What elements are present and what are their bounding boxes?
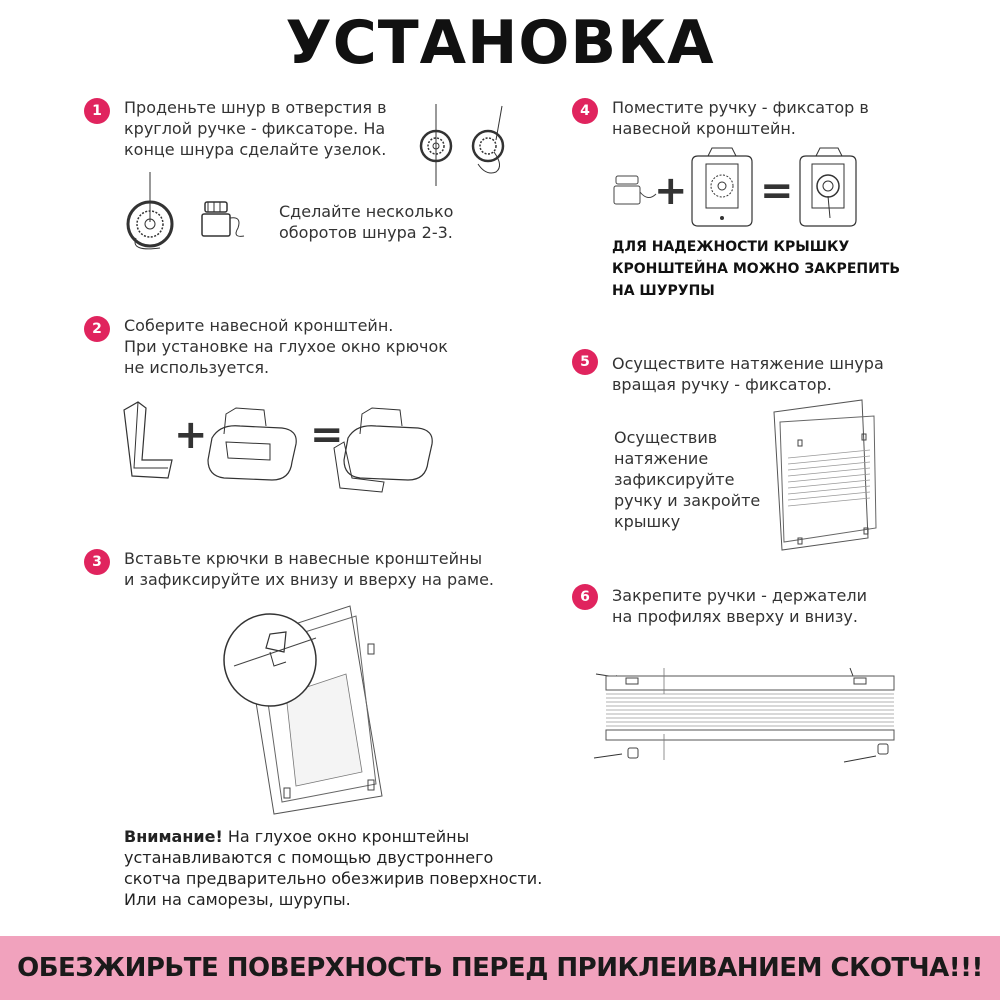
footer-banner bbox=[0, 936, 1000, 1000]
equals-sign: = bbox=[310, 412, 344, 458]
plus-sign: + bbox=[654, 168, 688, 214]
step-4-number: 4 bbox=[572, 98, 598, 124]
step-4-warning: ДЛЯ НАДЕЖНОСТИ КРЫШКУ КРОНШТЕЙНА МОЖНО ЗАКРЕПИТЬ НА ШУРУПЫ bbox=[612, 239, 901, 299]
bracket-with-lock-icon bbox=[612, 146, 862, 238]
pulley-wheel-icon bbox=[412, 104, 522, 188]
step-5-text: Осуществите натяжение шнура вращая ручку - фиксатор. bbox=[612, 354, 884, 394]
warning-note-title: Внимание! bbox=[124, 827, 223, 846]
bracket-icon bbox=[120, 398, 440, 498]
footer-text: ОБЕЗЖИРЬТЕ ПОВЕРХНОСТЬ ПЕРЕД ПРИКЛЕИВАНИЕМ СКОТЧА!!! bbox=[17, 953, 983, 983]
step-1-number: 1 bbox=[84, 98, 110, 124]
step-6-text: Закрепите ручки - держатели на профилях вверху и внизу. bbox=[612, 586, 867, 626]
step-2-number: 2 bbox=[84, 316, 110, 342]
pleated-blind-icon bbox=[768, 398, 888, 556]
step-1-text: Проденьте шнур в отверстия в круглой ручке - фиксаторе. На конце шнура сделайте узелок. bbox=[124, 98, 387, 159]
cord-lock-icon bbox=[120, 172, 250, 258]
equals-sign: = bbox=[760, 168, 794, 214]
plus-sign: + bbox=[174, 412, 208, 458]
step-1-caption: Сделайте несколько оборотов шнура 2-3. bbox=[279, 202, 454, 242]
step-2-text: Соберите навесной кронштейн. При установке на глухое окно крючок не используется. bbox=[124, 316, 448, 377]
window-frame-icon bbox=[226, 604, 394, 816]
warning-note-text: На глухое окно кронштейны устанавливаются с помощью двустроннего скотча предварительно обезжирив поверхности. Или на саморезы, шурупы. bbox=[124, 827, 543, 909]
step-5-caption: Осуществив натяжение зафиксируйте ручку и закройте крышку bbox=[614, 428, 761, 531]
step-3-number: 3 bbox=[84, 549, 110, 575]
page-title: УСТАНОВКА bbox=[285, 8, 715, 78]
step-6-number: 6 bbox=[572, 584, 598, 610]
step-3-text: Вставьте крючки в навесные кронштейны и зафиксируйте их внизу и вверху на раме. bbox=[124, 549, 494, 589]
step-4-text: Поместите ручку - фиксатор в навесной кронштейн. bbox=[612, 98, 869, 138]
step-5-number: 5 bbox=[572, 349, 598, 375]
warning-note bbox=[124, 826, 584, 910]
pleated-blind-profile-icon bbox=[592, 664, 902, 774]
